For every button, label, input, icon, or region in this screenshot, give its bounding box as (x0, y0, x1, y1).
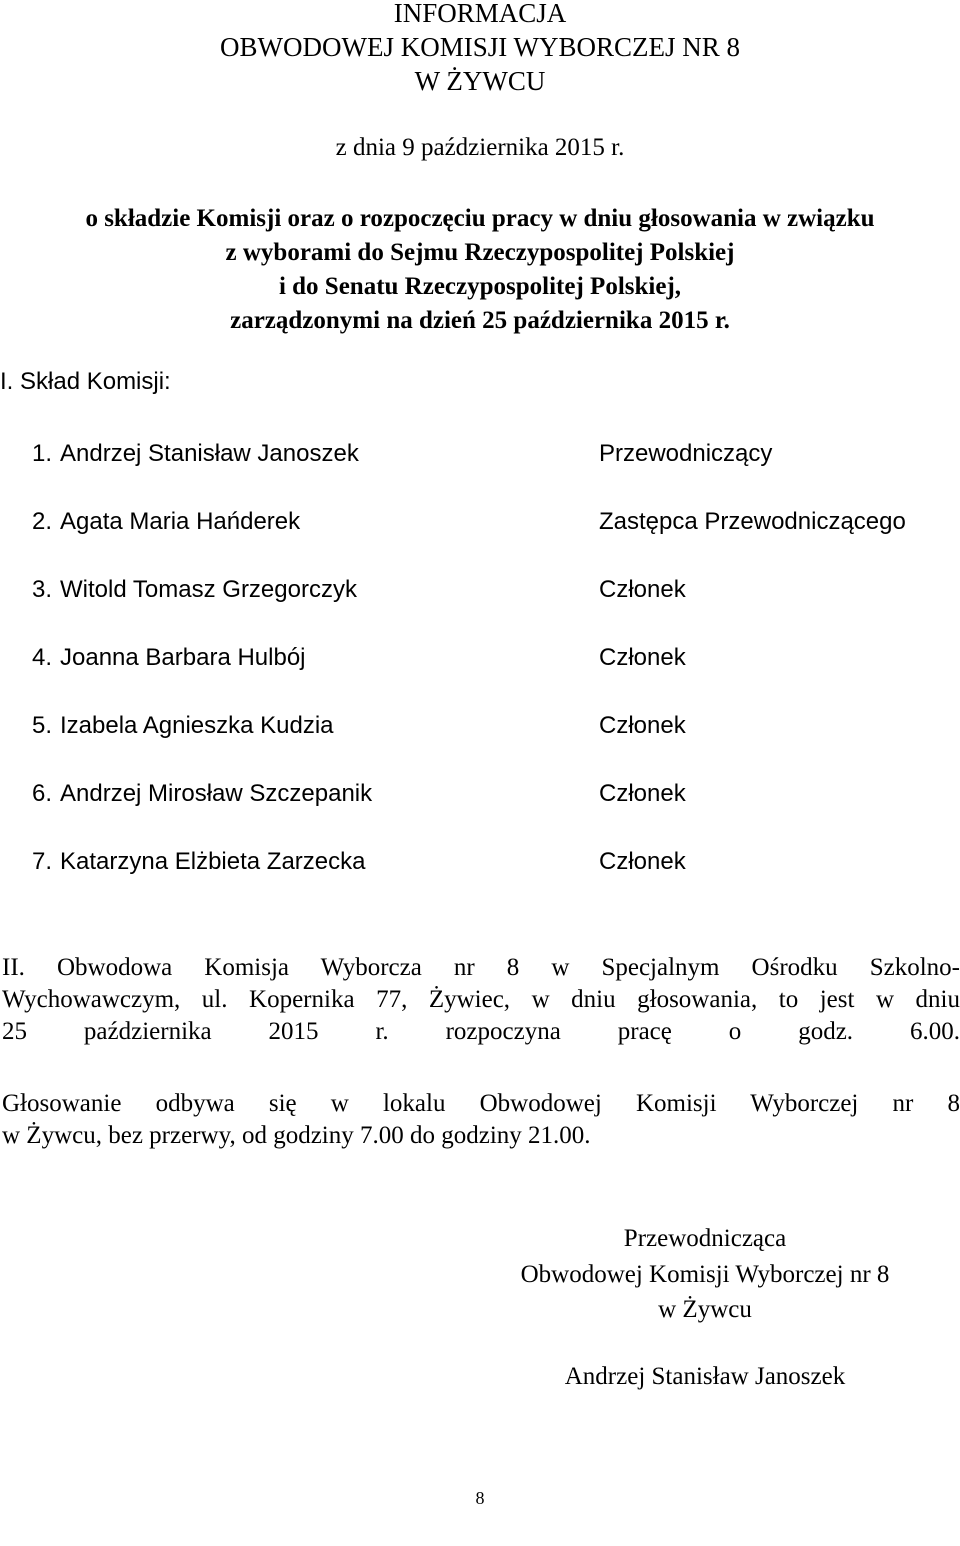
member-role: Członek (599, 712, 686, 739)
member-row (32, 780, 932, 814)
section2-paragraph (2, 952, 960, 1048)
subject-line1: o składzie Komisji oraz o rozpoczęciu pracy w dniu głosowania w związku (85, 205, 875, 232)
member-row (32, 644, 932, 678)
voting-line1: Głosowanie odbywa się w lokalu Obwodowej Komisji Wyborczej nr 8 (2, 1090, 960, 1117)
signature-place: w Żywcu (658, 1296, 752, 1323)
member-role: Członek (599, 576, 686, 603)
member-row (32, 508, 932, 542)
member-number: 3. (32, 576, 53, 603)
subject-line3: i do Senatu Rzeczypospolitej Polskiej, (278, 273, 682, 300)
member-name: Joanna Barbara Hulbój (60, 644, 306, 671)
document-title-line3: W ŻYWCU (414, 66, 546, 96)
member-role: Członek (599, 780, 686, 807)
member-role: Członek (599, 848, 686, 875)
member-number: 6. (32, 780, 53, 807)
member-name: Katarzyna Elżbieta Zarzecka (60, 848, 366, 875)
member-number: 7. (32, 848, 53, 875)
section2-line3: 25 października 2015 r. rozpoczyna pracę o godz. 6.00. (2, 1018, 960, 1045)
composition-heading: I. Skład Komisji: (0, 368, 171, 395)
member-number: 1. (32, 440, 53, 467)
member-role: Członek (599, 644, 686, 671)
member-number: 2. (32, 508, 53, 535)
member-name: Andrzej Mirosław Szczepanik (60, 780, 373, 807)
page-number: 8 (475, 1488, 485, 1508)
subject-line4: zarządzonymi na dzień 25 października 2015 r. (230, 307, 730, 334)
member-name: Witold Tomasz Grzegorczyk (60, 576, 357, 603)
signature-body: Obwodowej Komisji Wyborczej nr 8 (520, 1261, 890, 1288)
member-row (32, 712, 932, 746)
member-role: Zastępca Przewodniczącego (599, 508, 906, 535)
section2-line2: Wychowawczym, ul. Kopernika 77, Żywiec, w dniu głosowania, to jest w dniu (2, 986, 960, 1013)
document-title-line1: INFORMACJA (393, 0, 567, 28)
voting-line2: w Żywcu, bez przerwy, od godziny 7.00 do godziny 21.00. (2, 1122, 591, 1149)
voting-paragraph (2, 1088, 960, 1152)
section2-line1: II. Obwodowa Komisja Wyborcza nr 8 w Specjalnym Ośrodku Szkolno- (2, 954, 960, 981)
member-name: Agata Maria Hańderek (60, 508, 301, 535)
member-name: Izabela Agnieszka Kudzia (60, 712, 334, 739)
member-number: 4. (32, 644, 53, 671)
member-number: 5. (32, 712, 53, 739)
member-row (32, 576, 932, 610)
signature-name: Andrzej Stanisław Janoszek (564, 1363, 846, 1390)
member-row (32, 848, 932, 882)
document-date: z dnia 9 października 2015 r. (335, 134, 625, 161)
member-row (32, 440, 932, 474)
member-role: Przewodniczący (599, 440, 773, 467)
document-title-line2: OBWODOWEJ KOMISJI WYBORCZEJ NR 8 (219, 32, 740, 62)
member-name: Andrzej Stanisław Janoszek (60, 440, 359, 467)
subject-line2: z wyborami do Sejmu Rzeczypospolitej Polskiej (225, 239, 735, 266)
signature-role: Przewodnicząca (623, 1225, 787, 1252)
